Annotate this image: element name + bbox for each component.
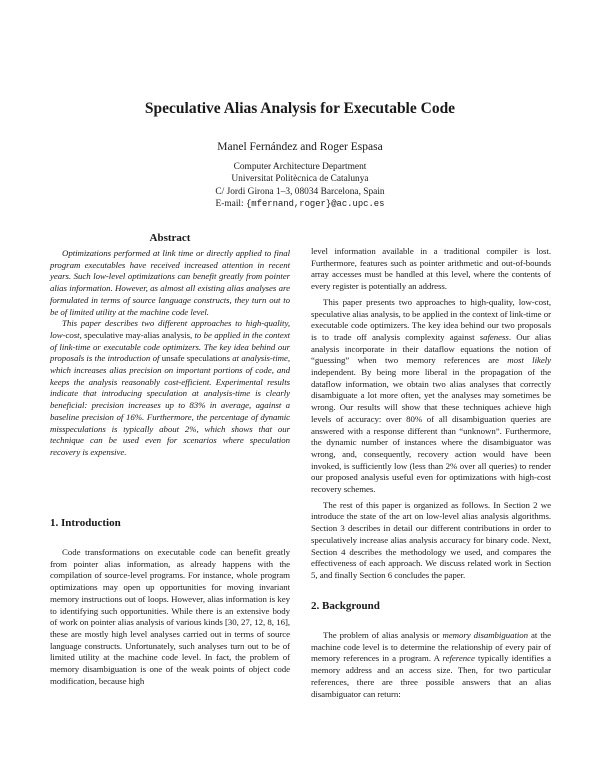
abstract-text: at analysis-time, which increases alias precision on important portions of code, and keeps the analysis reasonably cost-efficient. Experimental results indicate that introducing speculation at analysis-time is clearly beneficial: precision increases up to 83% in average, against a baseline precision of 16%. Furthermore, the percentage of dynamic misspeculations is typically about 2%, which shows that our technique can be used even for scenarios where speculation recovery is expensive. — [50, 353, 290, 457]
intro-body-left — [50, 547, 290, 687]
affiliation-address: C/ Jordi Girona 1–3, 08034 Barcelona, Spain — [215, 186, 385, 197]
paper-title: Speculative Alias Analysis for Executable Code — [144, 100, 456, 117]
abstract-text: This paper describes two different approaches to high-quality, low-cost, — [50, 318, 290, 340]
affiliation — [0, 161, 600, 210]
intro-paragraph-3: The rest of this paper is organized as follows. In Section 2 we introduce the state of the art on low-level alias analysis algorithms. Section 3 describes in detail our different contributions in order to speculatively increase alias analysis accuracy for binary code. Next, Section 4 describes the methodology we used, and compares the effectiveness of each approach. We discuss related work in Section 5, and finally Section 6 concludes the paper. — [311, 499, 551, 580]
abstract-paragraph-2 — [50, 318, 290, 458]
email-address: {mfernand,roger}@ac.upc.es — [245, 198, 385, 209]
intro-continuation: level information available in a traditional compiler is lost. Furthermore, features such as pointer arithmetic and out-of-bounds array accesses must be handled at this level, where the contents of every register is potentially an address. — [311, 246, 551, 292]
intro-emphasis: most likely — [507, 355, 552, 366]
affiliation-dept: Computer Architecture Department — [233, 162, 367, 172]
background-heading: 2. Background — [311, 600, 380, 612]
abstract-heading: Abstract — [149, 232, 191, 244]
background-text: typically identifies a memory address and an access size. Then, for two particular references, there are three possible answers that an alias disambiguator can return: — [311, 653, 552, 699]
intro-text: . Our alias analysis incorporate in their dataflow equations the notion of “guessing” when two memory references are — [311, 331, 552, 366]
abstract-term: speculative may-alias analysis — [84, 329, 190, 340]
authors: Manel Fernández and Roger Espasa — [217, 141, 383, 153]
abstract-term: unsafe speculations — [161, 353, 230, 364]
abstract-body — [50, 248, 290, 459]
affiliation-univ: Universitat Politècnica de Catalunya — [231, 174, 369, 185]
affiliation-email — [0, 198, 600, 210]
intro-text: This paper presents two approaches to high-quality, low-cost, speculative alias analysis, to be applied in the context of link-time or executable code optimizers. The key idea behind our two proposals is to trade off analysis complexity against — [311, 296, 551, 342]
abstract-text: , to be applied in the context of link-time or executable code optimizers. The key idea behind our proposals is the introduction of — [50, 329, 290, 364]
intro-text: independent. By being more liberal in the propagation of the dataflow information, we obtain two alias analyses that correctly disambiguate a lot more often, yet the analyses may sometimes be wrong. Our results will show that these techniques achieve high levels of accuracy: over 80% of all disambiguation queries are answered with a response different than “unknown”. Furthermore, the dynamic number of instances where the disambiguator was wrong, and, consequently, recovery action would have been invoked, is sufficiently low (less than 2% over all queries) to render our proposed analysis useful even for optimizations with high-cost recovery schemes. — [311, 367, 551, 495]
abstract-paragraph-1: Optimizations performed at link time or directly applied to final program executables have received increased attention in recent years. Such low-level optimizations can benefit greatly from pointer alias information. However, as almost all existing alias analyses are formulated in terms of source language constructs, they turn out to be of limited utility at the machine code level. — [50, 248, 290, 317]
email-label: E-mail: — [215, 198, 246, 209]
background-emphasis: reference — [442, 653, 475, 664]
intro-paragraph-1: Code transformations on executable code can benefit greatly from pointer alias information, as already happens with the compilation of source-level programs. For instance, whole program optimizations may open up opportunities for moving invariant memory instructions out of loops. However, alias information is key to identifying such opportunities. While there is an extensive body of work on pointer alias analysis of various kinds [30, 27, 12, 8, 16], these are mostly high level analyses carried out in terms of source language constructs. Unfortunately, such analyses turn out to be of limited utility at the machine code level. In fact, the problem of memory disambiguation is one of the weak points of object code modification, because high — [50, 547, 290, 686]
intro-body-right — [311, 246, 551, 582]
background-text: The problem of alias analysis or — [323, 630, 443, 640]
background-text: at the machine code level is to determine the relationship of every pair of memory references in a program. A — [311, 630, 551, 664]
intro-heading: 1. Introduction — [50, 517, 121, 529]
intro-emphasis: safeness — [479, 331, 509, 342]
background-paragraph-1 — [311, 630, 551, 700]
background-body — [311, 630, 551, 700]
intro-paragraph-2 — [311, 297, 551, 496]
background-emphasis: memory disambiguation — [442, 630, 528, 640]
